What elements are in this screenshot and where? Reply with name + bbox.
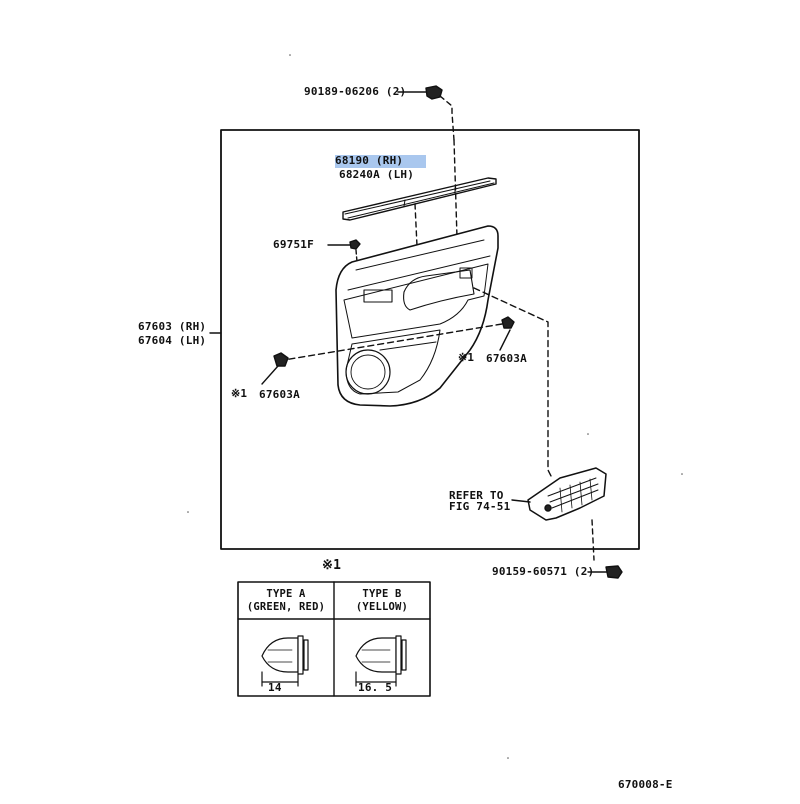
clip-right-icon xyxy=(502,317,514,328)
bolt-top-dashed-leader xyxy=(440,96,454,140)
door-trim-panel-icon xyxy=(336,226,498,406)
type-a-size: 14 xyxy=(268,681,282,694)
clip-left-mark: ※1 xyxy=(231,387,248,400)
molding-rh-label: 68190 (RH) xyxy=(335,155,426,168)
type-b-color: (YELLOW) xyxy=(355,601,409,613)
screw-dashed-leader xyxy=(592,520,594,560)
clip-left-leader xyxy=(262,366,278,384)
type-b-size: 16. 5 xyxy=(358,681,393,694)
clip-types-header: ※1 xyxy=(322,558,342,573)
clip-type-b-icon xyxy=(356,636,406,686)
clip-right-leader xyxy=(500,330,510,350)
handle-dashed-leader xyxy=(474,288,552,478)
clip-left-label: 67603A xyxy=(259,388,300,401)
clip-left-icon xyxy=(274,353,288,366)
window-molding-icon xyxy=(343,178,496,220)
clip-right-mark: ※1 xyxy=(458,351,475,364)
refer-line1: REFER TO xyxy=(449,489,504,502)
clip-type-a-icon xyxy=(262,636,308,686)
bolt-top-label: 90189-06206 (2) xyxy=(304,85,407,98)
clip-top-icon xyxy=(350,240,360,249)
clip-top-label: 69751F xyxy=(273,238,314,251)
panel-lh-label: 67604 (LH) xyxy=(138,334,207,347)
screw-bottom-icon xyxy=(606,566,622,578)
panel-rh-label: 67603 (RH) xyxy=(138,320,207,333)
screw-bottom-label: 90159-60571 (2) xyxy=(492,565,595,578)
type-b-name: TYPE B xyxy=(362,588,402,600)
type-a-name: TYPE A xyxy=(266,588,306,600)
molding-dashed-leader xyxy=(415,204,417,246)
clip-right-label: 67603A xyxy=(486,352,527,365)
molding-lh-label: 68240A (LH) xyxy=(339,168,415,181)
refer-line2: FIG 74-51 xyxy=(449,500,511,513)
type-a-color: (GREEN, RED) xyxy=(246,601,326,613)
footer-code: 670008-E xyxy=(618,778,673,791)
pull-handle-icon xyxy=(528,468,606,520)
scan-specks xyxy=(187,54,683,759)
